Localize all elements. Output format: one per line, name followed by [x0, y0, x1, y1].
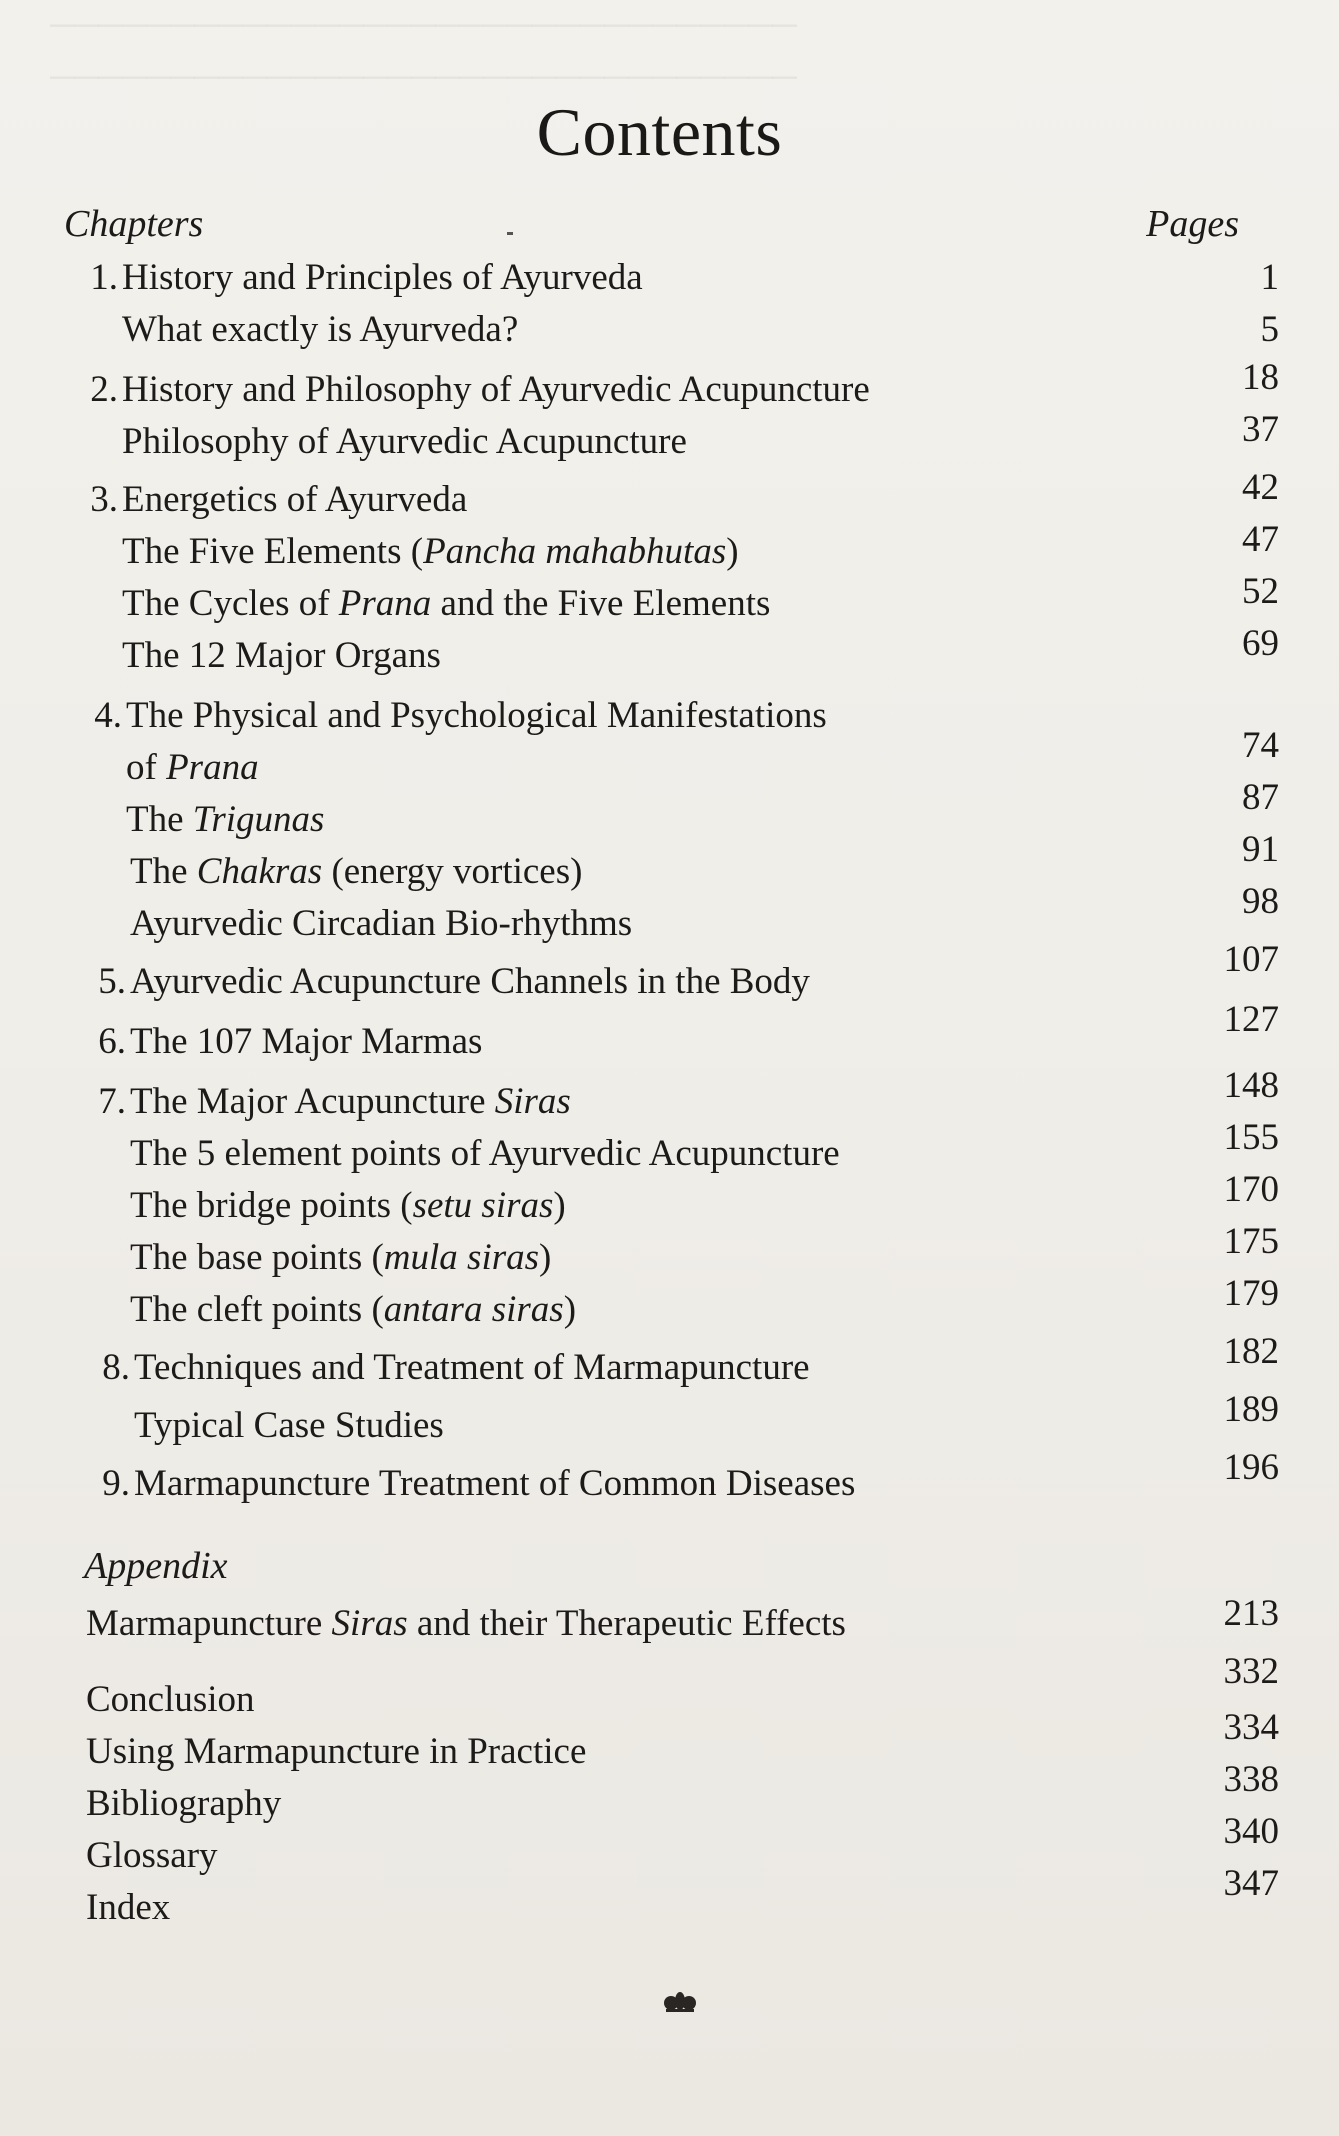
page-number: 338 — [1223, 1759, 1279, 1800]
page-number: 91 — [1242, 829, 1279, 870]
title-text: The 5 element points of Ayurvedic Acupuncture — [130, 1133, 840, 1174]
page-number: 127 — [1223, 999, 1279, 1040]
toc-title — [126, 692, 827, 740]
toc-title — [134, 1402, 444, 1450]
page-number: 18 — [1242, 357, 1279, 398]
toc-row — [0, 881, 1339, 948]
toc-title — [130, 900, 632, 948]
show-through-texture: ─────────────────────────────── ─────────────────────────────── — [50, 7, 797, 96]
italic-term: Chakras — [196, 851, 323, 892]
toc-row — [0, 1331, 1339, 1392]
toc-row — [0, 829, 1339, 896]
page-number: 340 — [1223, 1811, 1279, 1852]
toc-title — [126, 796, 324, 844]
title-text: The cleft points ( — [130, 1289, 384, 1330]
title-text: ) — [553, 1185, 566, 1226]
title-text: Bibliography — [86, 1783, 282, 1824]
toc-row — [0, 306, 1339, 354]
appendix-row — [0, 1651, 1339, 1724]
italic-term: Trigunas — [192, 799, 325, 840]
title-text: Marmapuncture Treatment of Common Diseases — [134, 1463, 856, 1504]
title-text: and their Therapeutic Effects — [407, 1603, 846, 1644]
toc-title — [122, 580, 770, 628]
toc-title — [122, 632, 441, 680]
appendix-row — [0, 1759, 1339, 1828]
title-text: The Cycles of — [122, 583, 339, 624]
toc-title — [130, 1286, 576, 1334]
title-text: of — [126, 747, 167, 788]
title-text: What exactly is Ayurveda? — [122, 309, 519, 350]
toc-row — [0, 692, 1339, 740]
title-text: ) — [726, 531, 739, 572]
page-number: 148 — [1223, 1065, 1279, 1106]
toc-title — [122, 254, 643, 302]
page-number: 196 — [1223, 1447, 1279, 1488]
title-text: The 12 Major Organs — [122, 635, 441, 676]
italic-term: antara siras — [383, 1289, 564, 1330]
toc-title — [130, 1078, 571, 1126]
toc-row — [0, 1065, 1339, 1126]
toc-title — [130, 1234, 551, 1282]
toc-title — [130, 1182, 566, 1230]
appendix-header: Appendix — [84, 1545, 228, 1587]
toc-title — [130, 1130, 840, 1178]
title-text: Techniques and Treatment of Marmapuncture — [134, 1347, 810, 1388]
toc-title — [122, 528, 739, 576]
toc-title — [126, 744, 259, 792]
title-text: The Five Elements ( — [122, 531, 424, 572]
title-text: Typical Case Studies — [134, 1405, 444, 1446]
appendix-row — [0, 1811, 1339, 1880]
toc-row — [0, 357, 1339, 414]
appendix-title — [86, 1676, 255, 1724]
toc-row — [0, 409, 1339, 466]
pages-header: Pages — [1146, 203, 1239, 245]
title-text: The — [130, 851, 197, 892]
page-number: 69 — [1242, 623, 1279, 664]
appendix-row — [0, 1863, 1339, 1932]
italic-term: Pancha mahabhutas — [423, 531, 727, 572]
appendix-title — [86, 1884, 170, 1932]
page-title: Contents — [536, 94, 783, 170]
toc-row — [0, 1273, 1339, 1334]
page-number: 182 — [1223, 1331, 1279, 1372]
title-text: Ayurvedic Acupuncture Channels in the Body — [130, 961, 810, 1002]
title-text: Glossary — [86, 1835, 218, 1876]
page-number: 347 — [1223, 1863, 1279, 1904]
page-number: 189 — [1223, 1389, 1279, 1430]
title-text: The Major Acupuncture — [130, 1081, 495, 1122]
page-number: 155 — [1223, 1117, 1279, 1158]
title-text: Energetics of Ayurveda — [122, 479, 468, 520]
appendix-title — [86, 1728, 586, 1776]
appendix-row — [0, 1593, 1339, 1648]
chapter-number: 1. — [90, 257, 118, 298]
page-number: 175 — [1223, 1221, 1279, 1262]
title-text: and the Five Elements — [431, 583, 771, 624]
page-number: 1 — [1260, 257, 1279, 298]
title-text: History and Philosophy of Ayurvedic Acupuncture — [122, 369, 870, 410]
toc-row — [0, 725, 1339, 792]
chapter-number: 8. — [102, 1347, 130, 1388]
lotus-ornament-icon — [660, 1990, 700, 2014]
chapter-number: 5. — [98, 961, 126, 1002]
toc-row — [0, 571, 1339, 628]
title-text: Conclusion — [86, 1679, 255, 1720]
title-text: Using Marmapuncture in Practice — [86, 1731, 587, 1772]
title-text: History and Principles of Ayurveda — [122, 257, 643, 298]
title-text: The Physical and Psychological Manifestations — [126, 695, 827, 736]
title-text: The 107 Major Marmas — [130, 1021, 483, 1062]
title-text: Index — [86, 1887, 171, 1928]
title-text: The bridge points ( — [130, 1185, 413, 1226]
page-number: 47 — [1242, 519, 1279, 560]
page-number: 74 — [1242, 725, 1279, 766]
page-number: 52 — [1242, 571, 1279, 612]
toc-row — [0, 519, 1339, 576]
stray-mark — [507, 232, 513, 235]
toc-title — [130, 1018, 482, 1066]
page-number: 98 — [1242, 881, 1279, 922]
page-number: 87 — [1242, 777, 1279, 818]
page-number: 42 — [1242, 467, 1279, 508]
toc-title — [130, 848, 582, 896]
appendix-row — [0, 1707, 1339, 1776]
page-number: 179 — [1223, 1273, 1279, 1314]
toc-row — [0, 1169, 1339, 1230]
toc-row — [0, 1447, 1339, 1508]
appendix-title — [86, 1780, 281, 1828]
toc-row — [0, 254, 1339, 302]
toc-row — [0, 777, 1339, 844]
toc-title — [122, 366, 870, 414]
italic-term: mula siras — [383, 1237, 540, 1278]
toc-title — [134, 1344, 810, 1392]
page-number: 213 — [1223, 1593, 1279, 1634]
title-text: (energy vortices) — [322, 851, 583, 892]
chapter-number: 3. — [90, 479, 118, 520]
chapter-number: 4. — [94, 695, 122, 736]
title-text: The — [126, 799, 193, 840]
chapter-number: 9. — [102, 1463, 130, 1504]
toc-title — [122, 418, 687, 466]
toc-row — [0, 1221, 1339, 1282]
toc-row — [0, 1389, 1339, 1450]
toc-row — [0, 623, 1339, 680]
toc-row — [0, 467, 1339, 524]
toc-row — [0, 939, 1339, 1006]
title-text: ) — [539, 1237, 552, 1278]
title-text: Philosophy of Ayurvedic Acupuncture — [122, 421, 687, 462]
chapter-number: 7. — [98, 1081, 126, 1122]
page-number: 107 — [1223, 939, 1279, 980]
italic-term: Siras — [331, 1603, 408, 1644]
italic-term: Prana — [166, 747, 259, 788]
toc-title — [122, 306, 518, 354]
chapter-number: 2. — [90, 369, 118, 410]
page-number: 170 — [1223, 1169, 1279, 1210]
title-text: The base points ( — [130, 1237, 384, 1278]
chapter-number: 6. — [98, 1021, 126, 1062]
italic-term: Prana — [338, 583, 432, 624]
title-text: Marmapuncture — [86, 1603, 332, 1644]
title-text: ) — [563, 1289, 577, 1330]
page-number: 334 — [1223, 1707, 1279, 1748]
italic-term: Siras — [494, 1081, 571, 1122]
toc-row — [0, 999, 1339, 1066]
toc-title — [134, 1460, 855, 1508]
appendix-title — [86, 1832, 218, 1880]
page-number: 332 — [1223, 1651, 1279, 1692]
toc-title — [130, 958, 810, 1006]
toc-row — [0, 1117, 1339, 1178]
page-number: 37 — [1242, 409, 1279, 450]
title-text: Ayurvedic Circadian Bio-rhythms — [130, 903, 633, 944]
italic-term: setu siras — [412, 1185, 554, 1226]
page-number: 5 — [1260, 309, 1279, 350]
appendix-title — [86, 1600, 846, 1648]
chapters-header: Chapters — [64, 203, 204, 245]
toc-title — [122, 476, 467, 524]
